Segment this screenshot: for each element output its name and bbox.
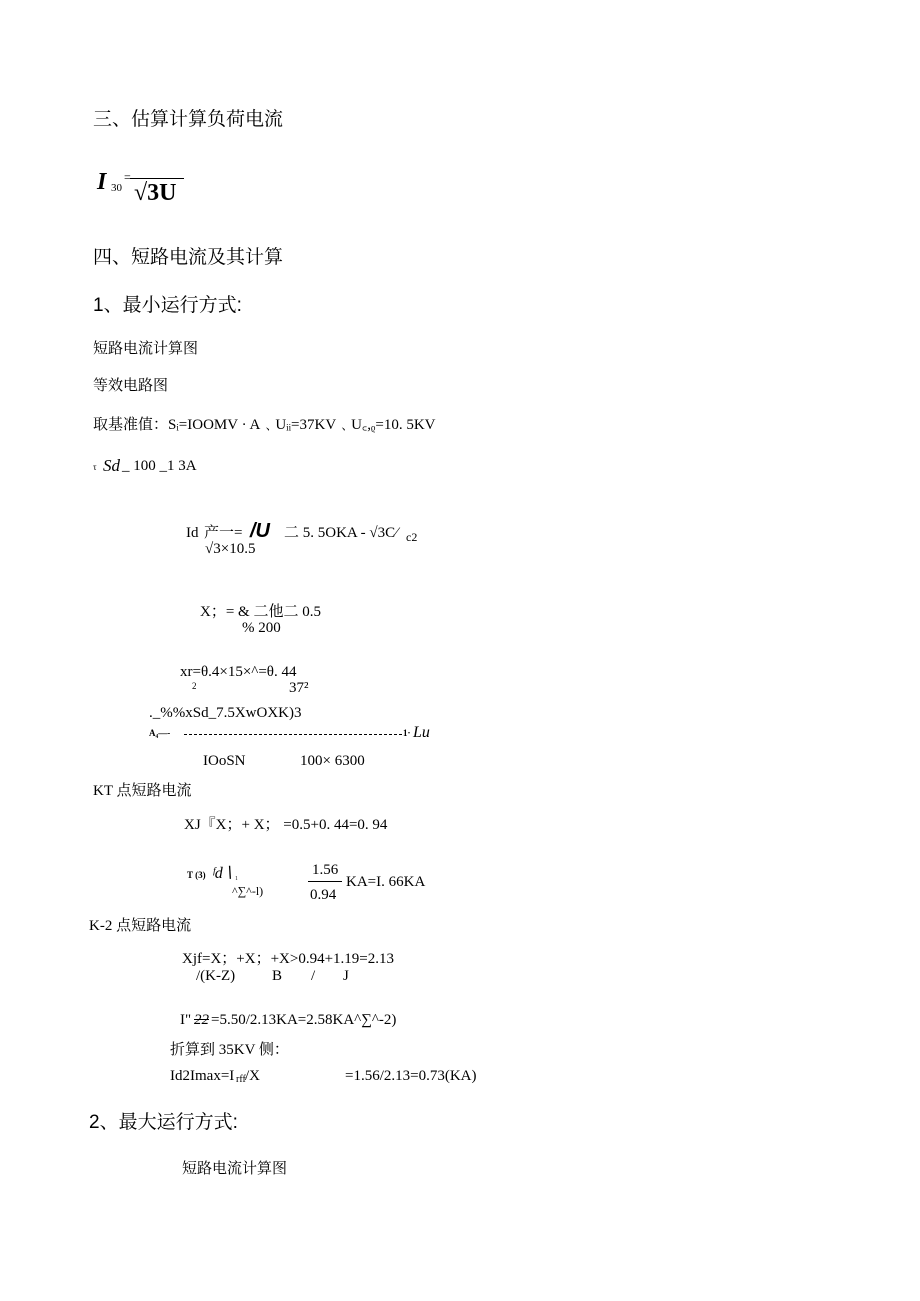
k1-result: KA=I. 66KA	[346, 874, 426, 890]
diagram-label: 短路电流计算图	[93, 341, 199, 357]
formula-denominator: √3U	[134, 180, 177, 206]
section3-heading: 三、估算计算负荷电流	[93, 109, 284, 130]
equivalent-circuit-label: 等效电路图	[93, 378, 169, 394]
k2-i-result: =5.50/2.13KA=2.58KA^∑^-2)	[211, 1012, 397, 1028]
formula-subscript: 30	[111, 182, 122, 194]
k2-sum-sub-b: B	[272, 968, 283, 984]
xt-right-a: 1·	[403, 728, 411, 738]
k1-i-sub: ^∑^-l)	[232, 884, 264, 898]
k1-i-symbol: ᶠd∖	[212, 865, 233, 882]
imax-x: /X	[245, 1068, 260, 1084]
id-part: 产一=	[204, 525, 243, 541]
x1-line: X；= & 二他二 0.5	[200, 604, 321, 620]
formula-symbol: I	[97, 169, 107, 195]
base-values: 取基准值：Sᵢ=IOOMV · A﹑Uᵢᵢ=37KV﹑U꜀,ᵨ=10. 5KV	[93, 417, 436, 433]
k1-sum: XJ『X；+ X； =0.5+0. 44=0. 94	[184, 817, 388, 833]
xt-left: A₄—-	[149, 728, 171, 738]
base-symbol: Sd	[103, 456, 120, 475]
id-denominator: √3×10.5	[205, 541, 256, 557]
k2-label: K-2 点短路电流	[89, 918, 192, 934]
id-glyph: /U	[250, 520, 270, 542]
imax-sub: rff	[236, 1074, 246, 1085]
xr-line: xr=θ.4×15×^=θ. 44	[180, 664, 297, 680]
k2-sum: Xjf=X；+X；+X>0.94+1.19=2.13	[182, 951, 394, 967]
x1-denominator: % 200	[242, 620, 281, 636]
formula-equals: =	[124, 170, 131, 184]
k2-i-symbol: I"	[180, 1012, 192, 1028]
k1-i-prefix: T (3)	[187, 870, 206, 880]
k1-i-mark: ₁	[235, 870, 239, 880]
xt-fraction-bar	[184, 734, 402, 735]
xr-denominator: 37²	[289, 680, 309, 696]
k2-sum-sub-d: J	[343, 968, 349, 984]
id-result-sub: c2	[406, 530, 418, 544]
xt-right-b: Lu	[413, 724, 430, 741]
max-mode-heading: 2、最大运行方式:	[89, 1112, 238, 1133]
max-diagram-label: 短路电流计算图	[182, 1161, 288, 1177]
k1-label: KT 点短路电流	[93, 783, 192, 799]
min-mode-heading: 1、最小运行方式:	[93, 295, 242, 316]
formula-fraction-bar	[130, 178, 184, 179]
base-prefix: τ	[93, 462, 97, 472]
k1-fraction-bar	[308, 881, 342, 882]
section4-heading: 四、短路电流及其计算	[93, 247, 284, 268]
k2-sum-sub-c: /	[311, 968, 316, 984]
k1-denominator: 0.94	[310, 887, 337, 903]
convert-label: 折算到 35KV 侧：	[170, 1042, 289, 1058]
imax-result: =1.56/2.13=0.73(KA)	[345, 1068, 477, 1084]
xt-line: ._%%xSd_7.5XwOXK)3	[149, 705, 302, 721]
k2-sum-sub-a: /(K-Z)	[196, 968, 236, 984]
imax-left: Id2Imax=I	[170, 1068, 235, 1084]
k2-i-struck: 22	[194, 1012, 209, 1028]
id-symbol: Id	[186, 525, 199, 541]
xt-denominator-b: 100× 6300	[300, 753, 365, 769]
xt-denominator-a: IOoSN	[203, 753, 246, 769]
id-result: 二 5. 5OKA - √3C⁄	[284, 525, 398, 541]
xr-sub: 2	[192, 681, 197, 691]
k1-numerator: 1.56	[312, 862, 339, 878]
base-rest: _ 100 _1 3A	[122, 458, 197, 474]
